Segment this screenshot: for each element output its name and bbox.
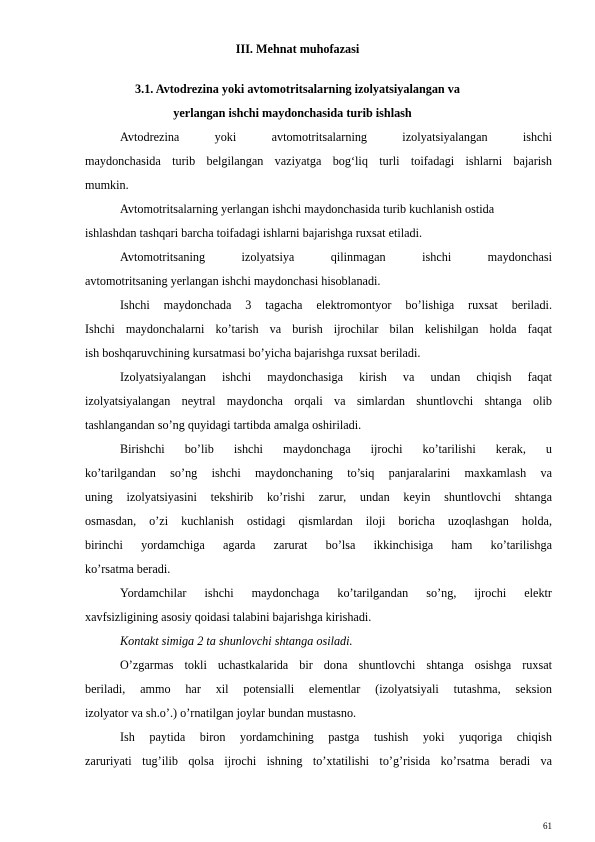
body-line: Avtomotritsalarning yerlangan ishchi maydonchasida turib kuchlanish ostida	[120, 202, 495, 216]
body-line: mumkin.	[85, 178, 129, 192]
chapter-title: III. Mehnat muhofazasi	[235, 42, 360, 56]
body-line: ish boshqaruvchining kursatmasi bo’yicha bajarishga ruxsat beriladi.	[85, 346, 421, 360]
body-line: tashlangandan so’ng quyidagi tartibda amalga oshiriladi.	[85, 418, 362, 432]
body-line: ko’tarilgandan so’ng ishchi maydonchaning to’siq panjaralarini maxkamlash va	[85, 466, 552, 480]
body-line: maydonchasida turib belgilangan vaziyatga bog‘liq turli toifadagi ishlarni bajarish	[85, 154, 552, 168]
body-line-italic: Kontakt simiga 2 ta shunlovchi shtanga osiladi.	[120, 634, 353, 648]
body-line: ishlashdan tashqari barcha toifadagi ishlarni bajarishga ruxsat etiladi.	[85, 226, 423, 240]
body-line: beriladi, ammo har xil potensialli elementlar (izolyatsiyali tutashma, seksion	[85, 682, 552, 696]
body-line: zaruriyati tug’ilib qolsa ijrochi ishning to’xtatilishi to’g’risida ko’rsatma beradi va	[85, 754, 552, 768]
body-line: ko’rsatma beradi.	[85, 562, 171, 576]
body-line: Avtodrezina yoki avtomotritsalarning izolyatsiyalangan ishchi	[120, 130, 552, 144]
body-line: osmasdan, o’zi kuchlanish ostidagi qismlardan iloji boricha uzoqlashgan holda,	[85, 514, 552, 528]
body-line: Avtomotritsaning izolyatsiya qilinmagan ishchi maydonchasi	[120, 250, 552, 264]
body-line: izolyatsiyalangan neytral maydoncha orqali va simlardan shuntlovchi shtanga olib	[85, 394, 552, 408]
body-line: Ish paytida biron yordamchining pastga tushish yoki yuqoriga chiqish	[120, 730, 552, 744]
body-line: uning izolyatsiyasini tekshirib ko’rishi zarur, undan keyin shuntlovchi shtanga	[85, 490, 552, 504]
body-line: Birishchi bo’lib ishchi maydonchaga ijrochi ko’tarilishi kerak, u	[120, 442, 552, 456]
section-title-line2: yerlangan ishchi maydonchasida turib ishlash	[173, 106, 412, 120]
body-line: Ishchi maydonchada 3 tagacha elektromontyor bo’lishiga ruxsat beriladi.	[120, 298, 552, 312]
body-line: Ishchi maydonchalarni ko’tarish va burish ijrochilar bilan kelishilgan holda faqat	[85, 322, 552, 336]
body-line: birinchi yordamchiga agarda zarurat bo’lsa ikkinchisiga ham ko’tarilishga	[85, 538, 552, 552]
body-line: Izolyatsiyalangan ishchi maydonchasiga kirish va undan chiqish faqat	[120, 370, 552, 384]
body-line: O’zgarmas tokli uchastkalarida bir dona shuntlovchi shtanga osishga ruxsat	[120, 658, 552, 672]
body-line: avtomotritsaning yerlangan ishchi maydonchasi hisoblanadi.	[85, 274, 381, 288]
section-title-line1: 3.1. Avtodrezina yoki avtomotritsalarning izolyatsiyalangan va	[135, 82, 460, 96]
body-line: Yordamchilar ishchi maydonchaga ko’tarilgandan so’ng, ijrochi elektr	[120, 586, 552, 600]
body-line: izolyator va sh.o’.) o’rnatilgan joylar bundan mustasno.	[85, 706, 357, 720]
page-number: 61	[543, 821, 552, 831]
body-line: xavfsizligining asosiy qoidasi talabini bajarishga kirishadi.	[85, 610, 372, 624]
